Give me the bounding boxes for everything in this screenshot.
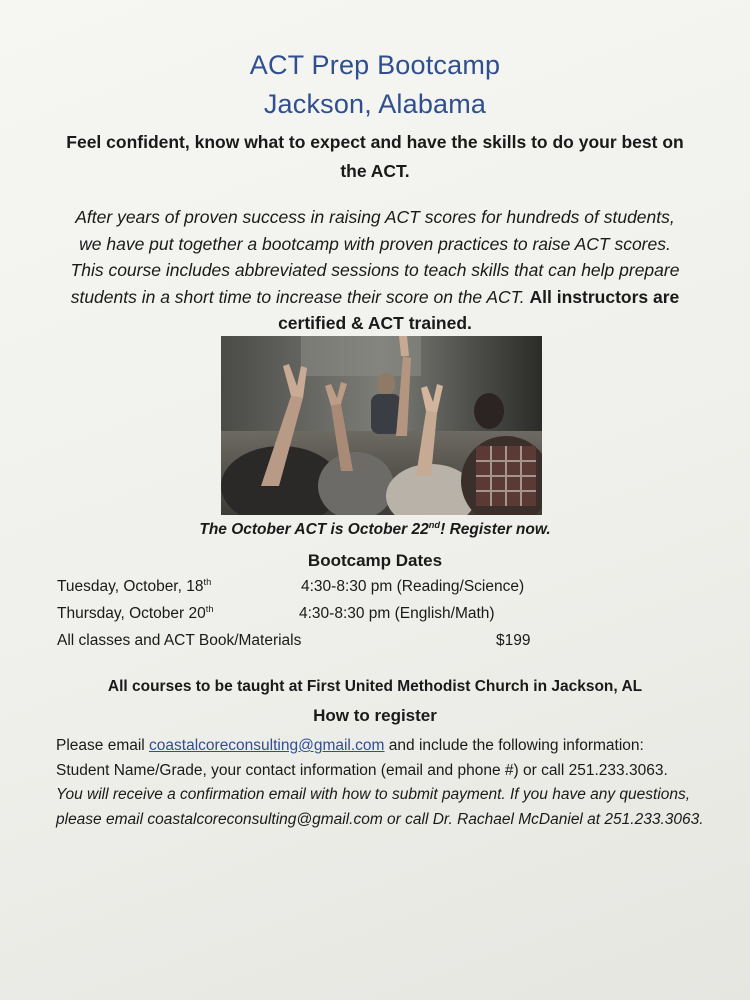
location-statement: All courses to be taught at First United Methodist Church in Jackson, AL [107, 678, 643, 695]
october-notice-sup: nd [428, 519, 441, 530]
flyer-location-title: Jackson, Alabama [263, 89, 487, 119]
schedule-day-2 [57, 605, 214, 623]
schedule-time-1: 4:30-8:30 pm (Reading/Science) [301, 578, 525, 595]
schedule-time-2: 4:30-8:30 pm (English/Math) [299, 605, 495, 622]
register-suffix: and include the following information: [384, 737, 644, 754]
october-act-notice [0, 521, 750, 539]
registration-instructions [56, 734, 706, 832]
intro-text: After years of proven success in raising ACT scores for hundreds of students, we have put together a bootcamp with proven practices to raise ACT scores. This course includes abbreviated sessions to teach skills that can help prepare students in a short time to increase their score on the ACT. [70, 207, 680, 307]
confirmation-note: You will receive a confirmation email with how to submit payment. If you have any questions, please email coastalcoreconsulting@gmail.com or call Dr. Rachael McDaniel at 251.233.3063. [56, 786, 704, 828]
schedule-day-1 [57, 578, 211, 596]
classroom-raised-hands-photo [221, 336, 542, 515]
price-label: All classes and ACT Book/Materials [57, 632, 302, 649]
schedule-day-2-sup: th [205, 603, 214, 614]
lead-statement: Feel confident, know what to expect and have the skills to do your best on the ACT. [66, 132, 684, 181]
schedule-day-1-sup: th [203, 576, 212, 587]
october-notice-cta: ! Register now. [440, 521, 551, 538]
intro-paragraph [62, 204, 688, 337]
register-email-link[interactable]: coastalcoreconsulting@gmail.com [149, 737, 385, 754]
price-value: $199 [496, 632, 531, 649]
instructors-note: All instructors are certified & ACT trained. [278, 286, 680, 333]
schedule-day-1-text: Tuesday, October, 18 [57, 578, 204, 595]
october-notice-text: The October ACT is October 22 [199, 521, 429, 538]
register-prefix: Please email [56, 737, 150, 754]
register-email-line [56, 734, 706, 759]
bootcamp-dates-heading: Bootcamp Dates [307, 551, 443, 570]
flyer-title: ACT Prep Bootcamp [249, 50, 501, 80]
schedule-day-2-text: Thursday, October 20 [57, 605, 206, 622]
how-to-register-heading: How to register [313, 706, 437, 725]
register-details: Student Name/Grade, your contact information (email and phone #) or call 251.233.3063. [56, 761, 668, 779]
